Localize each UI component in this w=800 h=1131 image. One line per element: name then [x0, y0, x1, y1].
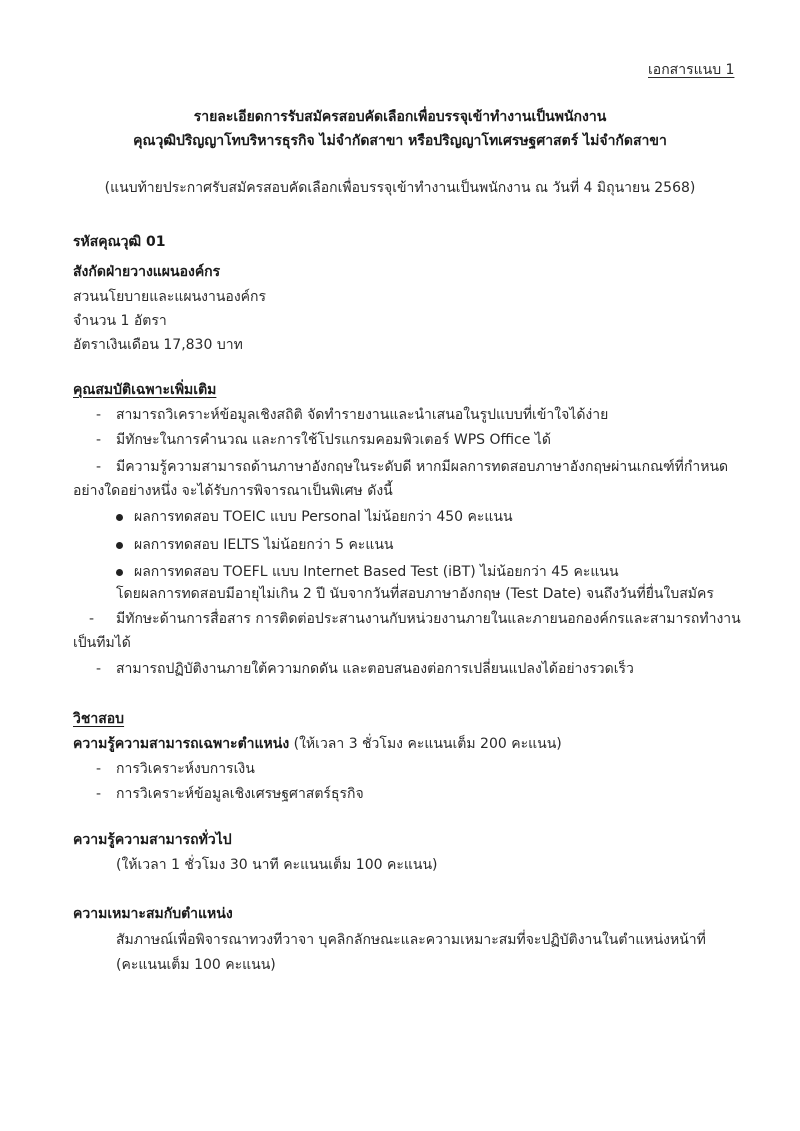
bullet-icon — [116, 514, 123, 521]
attachment-label: เอกสารแนบ 1 — [648, 62, 735, 78]
general-knowledge-detail: (ให้เวลา 1 ชั่วโมง 30 นาที คะแนนเต็ม 100 คะแนน) — [116, 857, 438, 873]
qualification-item-2: มีทักษะในการคำนวณ และการใช้โปรแกรมคอมพิวเตอร์ WPS Office ได้ — [116, 432, 551, 448]
qualification-item-3-line-1: มีความรู้ความสามารถด้านภาษาอังกฤษในระดับดี หากมีผลการทดสอบภาษาอังกฤษผ่านเกณฑ์ที่กำหนด — [116, 459, 729, 475]
department-heading: สังกัดฝ่ายวางแผนองค์กร — [73, 264, 221, 280]
dash-marker: - — [96, 407, 102, 423]
suitability-line-1: สัมภาษณ์เพื่อพิจารณาทวงทีวาจา บุคลิกลักษณะและความเหมาะสมที่จะปฏิบัติงานในตำแหน่งหน้าที่ — [116, 932, 706, 948]
english-test-toeic: ผลการทดสอบ TOEIC แบบ Personal ไม่น้อยกว่า 450 คะแนน — [134, 509, 513, 525]
dash-marker: - — [96, 459, 102, 475]
qualification-item-3-line-2: อย่างใดอย่างหนึ่ง จะได้รับการพิจารณาเป็นพิเศษ ดังนี้ — [73, 483, 393, 499]
general-knowledge-heading: ความรู้ความสามารถทั่วไป — [73, 832, 232, 848]
dash-marker: - — [96, 432, 102, 448]
dash-marker: - — [96, 786, 102, 802]
subject-item-economic-analysis: การวิเคราะห์ข้อมูลเชิงเศรษฐศาสตร์ธุรกิจ — [116, 786, 364, 802]
subjects-heading: วิชาสอบ — [73, 711, 125, 727]
salary: อัตราเงินเดือน 17,830 บาท — [73, 337, 243, 353]
dash-marker: - — [96, 661, 102, 677]
qualification-item-1: สามารถวิเคราะห์ข้อมูลเชิงสถิติ จัดทำรายงานและนำเสนอในรูปแบบที่เข้าใจได้ง่าย — [116, 407, 609, 423]
position-count: จำนวน 1 อัตรา — [73, 313, 167, 329]
specific-knowledge-heading: ความรู้ความสามารถเฉพาะตำแหน่ง — [73, 736, 290, 752]
extra-qualifications-heading: คุณสมบัติเฉพาะเพิ่มเติม — [73, 382, 217, 398]
english-test-ielts: ผลการทดสอบ IELTS ไม่น้อยกว่า 5 คะแนน — [134, 537, 394, 553]
bullet-icon — [116, 542, 123, 549]
title-line-1: รายละเอียดการรับสมัครสอบคัดเลือกเพื่อบรรจุเข้าทำงานเป็นพนักงาน — [193, 109, 607, 125]
specific-knowledge-line — [73, 734, 562, 754]
dash-marker: - — [96, 761, 102, 777]
qualification-item-4-line-1: มีทักษะด้านการสื่อสาร การติดต่อประสานงานกับหน่วยงานภายในและภายนอกองค์กรและสามารถทำงาน — [116, 611, 741, 627]
bullet-icon — [116, 569, 123, 576]
dash-marker: - — [89, 611, 95, 627]
qualification-code: รหัสคุณวุฒิ 01 — [73, 234, 166, 250]
division-name: สวนนโยบายและแผนงานองค์กร — [73, 289, 267, 305]
test-validity-note: โดยผลการทดสอบมีอายุไม่เกิน 2 ปี นับจากวันที่สอบภาษาอังกฤษ (Test Date) จนถึงวันที่ยื่นใบสมัคร — [116, 586, 714, 602]
english-test-toefl: ผลการทดสอบ TOEFL แบบ Internet Based Test (iBT) ไม่น้อยกว่า 45 คะแนน — [134, 564, 619, 580]
title-line-2: คุณวุฒิปริญญาโทบริหารธุรกิจ ไม่จำกัดสาขา หรือปริญญาโทเศรษฐศาสตร์ ไม่จำกัดสาขา — [133, 133, 667, 149]
qualification-item-4-line-2: เป็นทีมได้ — [73, 635, 131, 651]
suitability-heading: ความเหมาะสมกับตำแหน่ง — [73, 906, 233, 922]
subtitle: (แนบท้ายประกาศรับสมัครสอบคัดเลือกเพื่อบรรจุเข้าทำงานเป็นพนักงาน ณ วันที่ 4 มิถุนายน 2568) — [104, 180, 696, 196]
specific-knowledge-detail: (ให้เวลา 3 ชั่วโมง คะแนนเต็ม 200 คะแนน) — [289, 736, 562, 752]
qualification-item-5: สามารถปฏิบัติงานภายใต้ความกดดัน และตอบสนองต่อการเปลี่ยนแปลงได้อย่างรวดเร็ว — [116, 661, 634, 677]
subject-item-financial-analysis: การวิเคราะห์งบการเงิน — [116, 761, 255, 777]
suitability-line-2: (คะแนนเต็ม 100 คะแนน) — [116, 957, 276, 973]
